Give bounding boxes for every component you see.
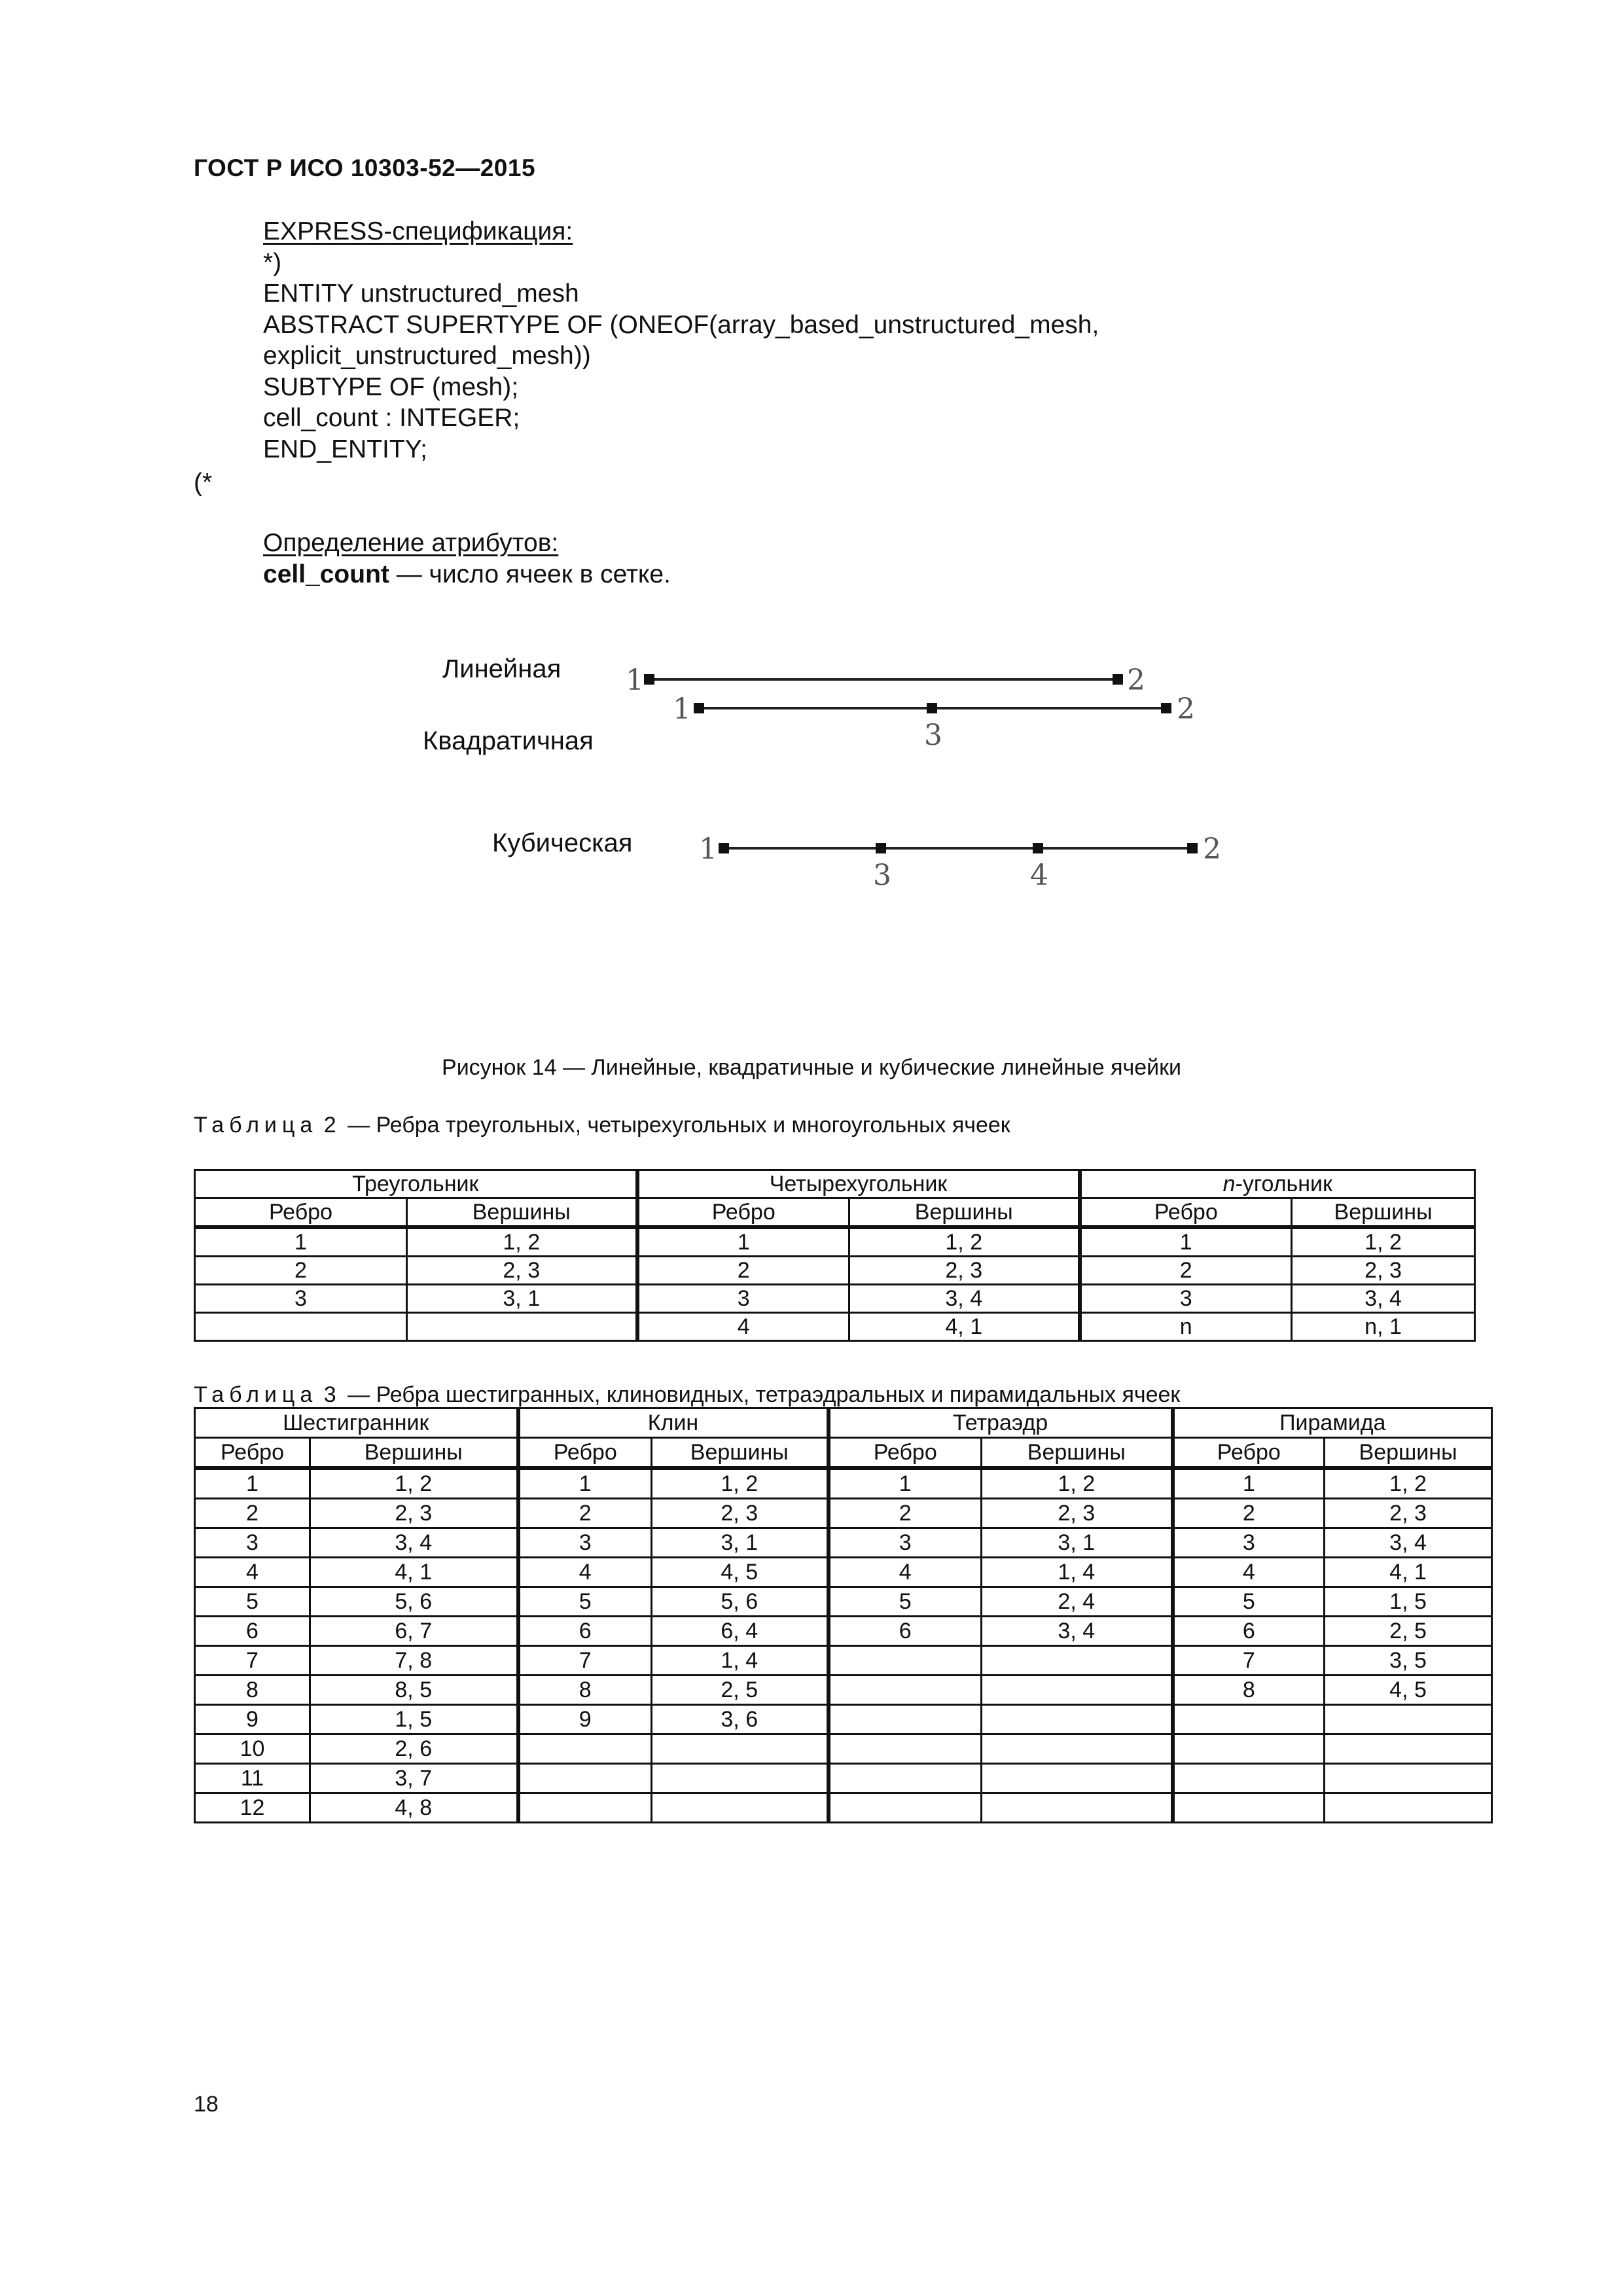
vertices-cell (982, 1705, 1173, 1734)
edge-cell: 3 (195, 1528, 310, 1558)
edge-cell (829, 1676, 982, 1705)
code-line: *) (263, 248, 282, 277)
edge-cell: 8 (1173, 1676, 1325, 1705)
vertices-cell: 2, 5 (652, 1676, 829, 1705)
table2-group-header (195, 1170, 1475, 1198)
vertices-cell: 3, 4 (1325, 1528, 1492, 1558)
edge-cell (1173, 1793, 1325, 1823)
open-comment: (* (194, 469, 213, 497)
edge-cell (1173, 1705, 1325, 1734)
vertices-cell (652, 1793, 829, 1823)
vertices-cell: 4, 5 (1325, 1676, 1492, 1705)
edge-cell: 3 (518, 1528, 652, 1558)
col-header-edge: Ребро (1173, 1438, 1325, 1469)
col-header-edge: Ребро (637, 1198, 849, 1228)
edge-cell: 7 (518, 1646, 652, 1676)
col-header-vertices: Вершины (1292, 1198, 1475, 1228)
table-row (195, 1313, 1475, 1341)
vertices-cell (1325, 1793, 1492, 1823)
cubic-node (1187, 843, 1198, 853)
code-line: explicit_unstructured_mesh)) (263, 342, 591, 370)
table2-caption: — Ребра треугольных, четырехугольных и многоугольных ячеек (341, 1113, 1010, 1138)
edge-cell (518, 1793, 652, 1823)
vertices-cell: 3, 5 (1325, 1646, 1492, 1676)
edge-cell: 1 (195, 1468, 310, 1499)
edge-cell: 4 (829, 1558, 982, 1587)
table2-prefix: Таблица (194, 1113, 318, 1138)
edge-cell (518, 1764, 652, 1793)
quadratic-cell (673, 692, 1195, 752)
edge-cell: 2 (637, 1257, 849, 1285)
table2-title (194, 1113, 1010, 1138)
edge-cell (829, 1734, 982, 1764)
vertices-cell: 6, 7 (310, 1617, 518, 1646)
attribute-description: — число ячеек в сетке. (389, 560, 671, 588)
quadratic-node (927, 703, 937, 713)
vertices-cell (982, 1646, 1173, 1676)
table-row (195, 1558, 1492, 1587)
attribute-definitions (263, 528, 671, 590)
vertices-cell: 2, 3 (310, 1499, 518, 1528)
vertices-cell: 2, 3 (1325, 1499, 1492, 1528)
table-row (195, 1617, 1492, 1646)
vertices-cell: 2, 3 (982, 1499, 1173, 1528)
edge-cell: 2 (1173, 1499, 1325, 1528)
group-header-tetrahedron: Тетраэдр (829, 1408, 1173, 1438)
figure-caption: Рисунок 14 — Линейные, квадратичные и кубические линейные ячейки (442, 1055, 1181, 1080)
group-header-wedge: Клин (518, 1408, 829, 1438)
table3 (194, 1407, 1493, 1823)
edge-cell: 6 (829, 1617, 982, 1646)
col-header-edge: Ребро (1080, 1198, 1292, 1228)
edge-cell: 1 (518, 1468, 652, 1499)
edge-cell: 5 (1173, 1587, 1325, 1617)
vertices-cell: 8, 5 (310, 1676, 518, 1705)
edge-cell: 3 (829, 1528, 982, 1558)
code-line: cell_count : INTEGER; (263, 404, 520, 432)
edge-cell (1173, 1764, 1325, 1793)
table-row (195, 1793, 1492, 1823)
edge-cell: 3 (195, 1285, 407, 1313)
vertices-cell: 2, 4 (982, 1587, 1173, 1617)
vertices-cell (1325, 1705, 1492, 1734)
edge-cell: 4 (1173, 1558, 1325, 1587)
vertices-cell: 2, 6 (310, 1734, 518, 1764)
edge-cell: 2 (518, 1499, 652, 1528)
edge-cell: 6 (1173, 1617, 1325, 1646)
edge-cell: 5 (195, 1587, 310, 1617)
table-row (195, 1499, 1492, 1528)
vertices-cell: 3, 6 (652, 1705, 829, 1734)
cubic-label: Кубическая (492, 829, 633, 857)
vertices-cell: 1, 5 (310, 1705, 518, 1734)
linear-node-label: 2 (1127, 664, 1145, 697)
vertices-cell: 1, 2 (1292, 1227, 1475, 1257)
group-header-quadrilateral: Четырехугольник (637, 1170, 1080, 1198)
col-header-vertices: Вершины (1325, 1438, 1492, 1469)
polygon-n: n (1222, 1172, 1236, 1196)
group-header-triangle: Треугольник (195, 1170, 637, 1198)
attributes-label: Определение атрибутов: (263, 529, 559, 557)
table2 (194, 1169, 1476, 1342)
vertices-cell (1325, 1764, 1492, 1793)
vertices-cell: 1, 2 (849, 1227, 1080, 1257)
vertices-cell: n, 1 (1292, 1313, 1475, 1341)
table3-prefix: Таблица (194, 1382, 318, 1407)
col-header-vertices: Вершины (849, 1198, 1080, 1228)
document-header: ГОСТ Р ИСО 10303-52—2015 (194, 154, 536, 181)
edge-cell: 6 (518, 1617, 652, 1646)
vertices-cell: 1, 4 (982, 1558, 1173, 1587)
edge-cell: 5 (829, 1587, 982, 1617)
quadratic-node-label: 3 (924, 719, 942, 752)
cubic-node (1033, 843, 1043, 853)
col-header-edge: Ребро (195, 1198, 407, 1228)
table-row (195, 1646, 1492, 1676)
table3-subheader (195, 1438, 1492, 1469)
linear-node (644, 674, 654, 685)
table-row (195, 1468, 1492, 1499)
table-row (195, 1705, 1492, 1734)
edge-cell (1173, 1734, 1325, 1764)
edge-cell: 2 (1080, 1257, 1292, 1285)
group-header-polygon: n-угольник (1080, 1170, 1475, 1198)
vertices-cell: 1, 2 (652, 1468, 829, 1499)
group-header-pyramid: Пирамида (1173, 1408, 1492, 1438)
col-header-vertices: Вершины (310, 1438, 518, 1469)
vertices-cell (652, 1734, 829, 1764)
edge-cell: 9 (195, 1705, 310, 1734)
linear-node (1113, 674, 1123, 685)
vertices-cell: 3, 4 (310, 1528, 518, 1558)
code-line: SUBTYPE OF (mesh); (263, 372, 519, 401)
table-row (195, 1676, 1492, 1705)
table-row (195, 1257, 1475, 1285)
edge-cell: 8 (195, 1676, 310, 1705)
vertices-cell: 1, 4 (652, 1646, 829, 1676)
linear-node-label: 1 (626, 664, 644, 697)
quadratic-node-label: 2 (1177, 692, 1195, 726)
vertices-cell: 4, 1 (310, 1558, 518, 1587)
edge-cell (829, 1705, 982, 1734)
quadratic-node (694, 703, 704, 713)
vertices-cell: 2, 3 (407, 1257, 637, 1285)
edge-cell: 8 (518, 1676, 652, 1705)
table3-caption: — Ребра шестигранных, клиновидных, тетраэдральных и пирамидальных ячеек (341, 1382, 1181, 1407)
edge-cell: 1 (637, 1227, 849, 1257)
edge-cell (829, 1646, 982, 1676)
edge-cell: n (1080, 1313, 1292, 1341)
edge-cell: 3 (1080, 1285, 1292, 1313)
vertices-cell: 5, 6 (652, 1587, 829, 1617)
edge-cell (518, 1734, 652, 1764)
cubic-node-label: 1 (699, 833, 717, 866)
table2-body (195, 1227, 1475, 1341)
cubic-node (876, 843, 886, 853)
vertices-cell: 4, 1 (1325, 1558, 1492, 1587)
edge-cell: 4 (518, 1558, 652, 1587)
edge-cell: 7 (195, 1646, 310, 1676)
edge-cell: 9 (518, 1705, 652, 1734)
edge-cell: 1 (195, 1227, 407, 1257)
vertices-cell (982, 1793, 1173, 1823)
group-header-hexahedron: Шестигранник (195, 1408, 518, 1438)
edge-cell: 2 (195, 1257, 407, 1285)
linear-cell (626, 664, 1145, 697)
line-cells-figure (615, 648, 1230, 897)
vertices-cell (1325, 1734, 1492, 1764)
table-row (195, 1587, 1492, 1617)
vertices-cell: 3, 4 (849, 1285, 1080, 1313)
table3-body (195, 1468, 1492, 1823)
cubic-node-label: 3 (873, 859, 891, 892)
vertices-cell: 6, 4 (652, 1617, 829, 1646)
cubic-node-label: 2 (1203, 833, 1221, 866)
cubic-node-label: 4 (1030, 859, 1048, 892)
express-specification (263, 216, 1099, 465)
table2-subheader (195, 1198, 1475, 1228)
vertices-cell: 1, 2 (310, 1468, 518, 1499)
vertices-cell: 2, 3 (849, 1257, 1080, 1285)
code-line: ENTITY unstructured_mesh (263, 279, 579, 308)
edge-cell: 2 (829, 1499, 982, 1528)
quadratic-label: Квадратичная (423, 726, 594, 755)
edge-cell: 3 (637, 1285, 849, 1313)
table-row (195, 1285, 1475, 1313)
vertices-cell (652, 1764, 829, 1793)
vertices-cell: 5, 6 (310, 1587, 518, 1617)
vertices-cell: 3, 7 (310, 1764, 518, 1793)
attribute-line (263, 559, 671, 590)
table-row (195, 1734, 1492, 1764)
vertices-cell (982, 1676, 1173, 1705)
vertices-cell (407, 1313, 637, 1341)
edge-cell: 1 (1173, 1468, 1325, 1499)
table3-group-header (195, 1408, 1492, 1438)
edge-cell: 2 (195, 1499, 310, 1528)
cubic-cell (699, 833, 1221, 892)
vertices-cell: 1, 2 (1325, 1468, 1492, 1499)
vertices-cell: 3, 1 (652, 1528, 829, 1558)
edge-cell: 11 (195, 1764, 310, 1793)
edge-cell: 7 (1173, 1646, 1325, 1676)
code-line: ABSTRACT SUPERTYPE OF (ONEOF(array_based_unstructured_mesh, (263, 310, 1099, 339)
vertices-cell (982, 1764, 1173, 1793)
vertices-cell: 4, 8 (310, 1793, 518, 1823)
col-header-vertices: Вершины (982, 1438, 1173, 1469)
linear-label: Линейная (442, 655, 562, 683)
vertices-cell: 1, 5 (1325, 1587, 1492, 1617)
edge-cell: 5 (518, 1587, 652, 1617)
edge-cell: 10 (195, 1734, 310, 1764)
table-row (195, 1764, 1492, 1793)
vertices-cell: 3, 1 (407, 1285, 637, 1313)
edge-cell (829, 1793, 982, 1823)
vertices-cell: 2, 3 (652, 1499, 829, 1528)
vertices-cell: 2, 5 (1325, 1617, 1492, 1646)
vertices-cell: 3, 4 (1292, 1285, 1475, 1313)
col-header-edge: Ребро (195, 1438, 310, 1469)
edge-cell: 12 (195, 1793, 310, 1823)
vertices-cell: 4, 1 (849, 1313, 1080, 1341)
table-row (195, 1528, 1492, 1558)
col-header-edge: Ребро (829, 1438, 982, 1469)
spec-label: EXPRESS-спецификация: (263, 217, 573, 245)
quadratic-node (1161, 703, 1171, 713)
code-line: END_ENTITY; (263, 435, 428, 463)
page-number: 18 (194, 2092, 219, 2117)
table2-number: 2 (323, 1113, 342, 1138)
vertices-cell: 3, 4 (982, 1617, 1173, 1646)
edge-cell: 1 (829, 1468, 982, 1499)
table3-number: 3 (323, 1382, 342, 1407)
edge-cell: 1 (1080, 1227, 1292, 1257)
col-header-vertices: Вершины (407, 1198, 637, 1228)
attribute-name: cell_count (263, 560, 389, 588)
vertices-cell: 2, 3 (1292, 1257, 1475, 1285)
edge-cell (195, 1313, 407, 1341)
table3-title (194, 1382, 1180, 1408)
vertices-cell: 3, 1 (982, 1528, 1173, 1558)
table-row (195, 1227, 1475, 1257)
vertices-cell: 1, 2 (407, 1227, 637, 1257)
edge-cell: 6 (195, 1617, 310, 1646)
col-header-vertices: Вершины (652, 1438, 829, 1469)
vertices-cell (982, 1734, 1173, 1764)
edge-cell: 4 (637, 1313, 849, 1341)
edge-cell: 3 (1173, 1528, 1325, 1558)
edge-cell (829, 1764, 982, 1793)
vertices-cell: 7, 8 (310, 1646, 518, 1676)
col-header-edge: Ребро (518, 1438, 652, 1469)
cubic-node (719, 843, 729, 853)
edge-cell: 4 (195, 1558, 310, 1587)
quadratic-node-label: 1 (673, 692, 691, 726)
vertices-cell: 1, 2 (982, 1468, 1173, 1499)
vertices-cell: 4, 5 (652, 1558, 829, 1587)
